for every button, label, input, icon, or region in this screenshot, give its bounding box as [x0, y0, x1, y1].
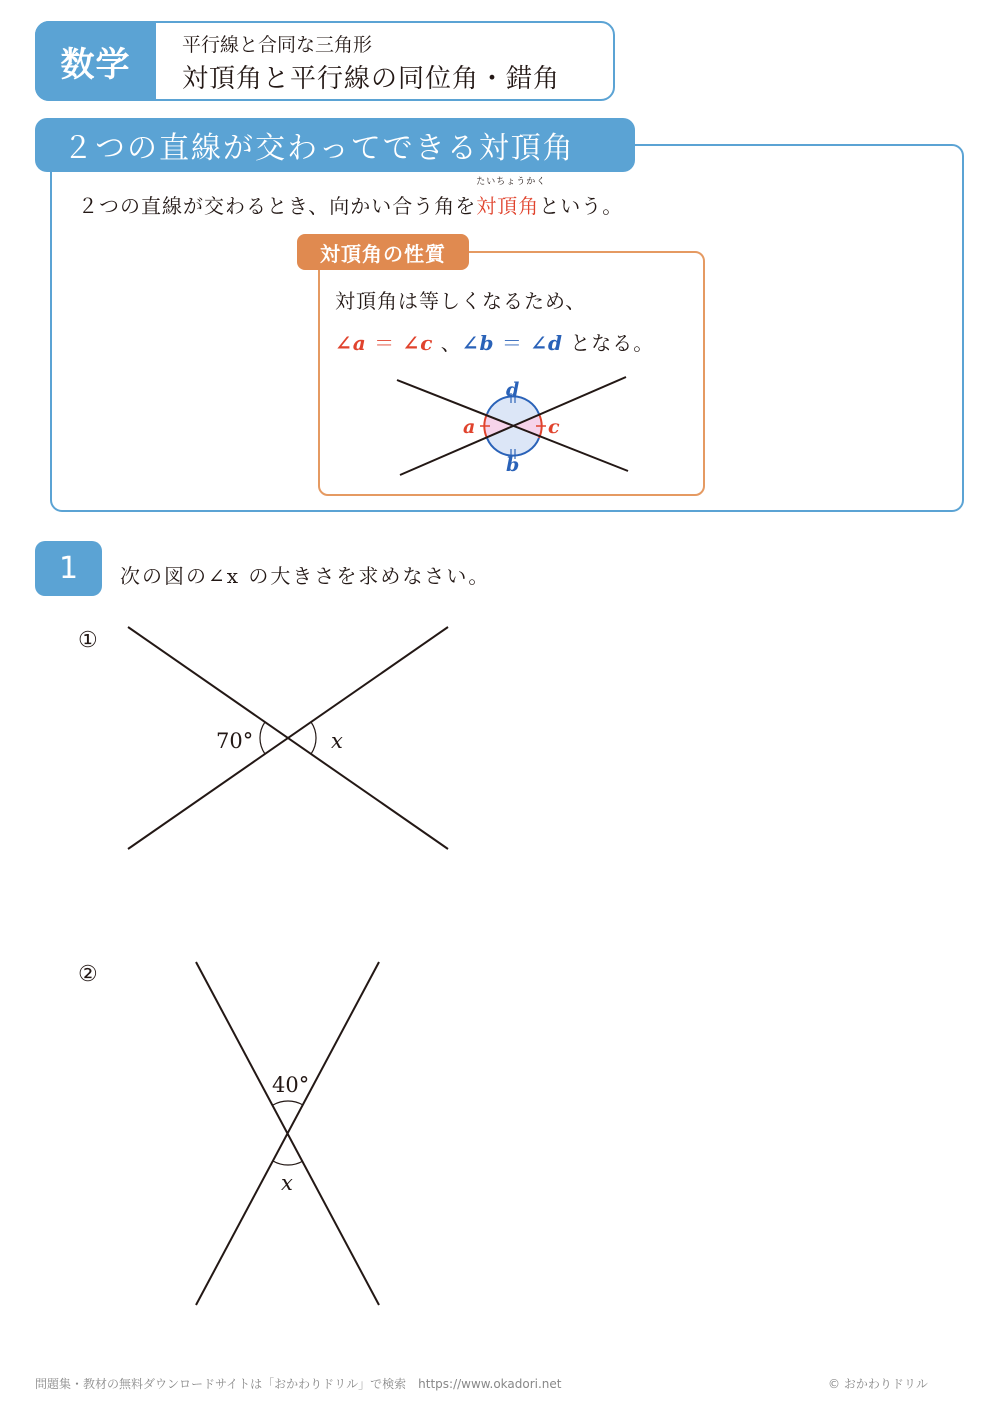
label-d: d	[506, 379, 520, 401]
term-ruby: たいちょうかく	[476, 177, 547, 187]
property-tag: 対頂角の性質	[297, 234, 469, 270]
property-line-2	[335, 327, 654, 356]
given-angle-40: 40°	[272, 1073, 310, 1097]
intro-after: という。	[539, 194, 624, 218]
unknown-x-1: x	[331, 729, 343, 753]
footer-copyright: © おかわりドリル	[828, 1377, 928, 1391]
equals-2: ＝	[494, 331, 531, 355]
angle-a: ∠a	[335, 331, 367, 355]
angle-c: ∠c	[402, 331, 434, 355]
page-title: 対頂角と平行線の同位角・錯角	[182, 64, 561, 94]
vertical-angle-diagram	[390, 365, 640, 485]
equals-1: ＝	[366, 331, 403, 355]
intro-before: ２つの直線が交わるとき、向かい合う角を	[78, 194, 477, 218]
problem-2-label: ②	[78, 962, 98, 987]
angle-b: ∠b	[461, 331, 495, 355]
problem-1-diagram	[120, 620, 460, 860]
term-text: 対頂角	[476, 194, 540, 218]
angle-d: ∠d	[530, 331, 563, 355]
given-angle-70: 70°	[216, 729, 254, 753]
footer-site-note: 問題集・教材の無料ダウンロードサイトは「おかわりドリル」で検索 https://www.okadori.net	[35, 1377, 562, 1391]
unit-title: 平行線と合同な三角形	[182, 34, 373, 56]
line2-end: となる。	[562, 331, 655, 355]
subject-badge: 数学	[35, 21, 156, 101]
question-text: 次の図の∠x の大きさを求めなさい。	[120, 564, 491, 588]
label-a: a	[463, 416, 476, 438]
property-line-1: 対頂角は等しくなるため、	[335, 289, 587, 313]
intro-text	[78, 177, 624, 219]
problem-2-diagram	[180, 955, 400, 1315]
label-c: c	[548, 416, 560, 438]
section-title: ２つの直線が交わってできる対頂角	[35, 118, 635, 172]
separator: 、	[433, 331, 462, 355]
term-vertical-angle	[476, 177, 547, 219]
question-number-badge: 1	[35, 541, 102, 596]
problem-1-label: ①	[78, 628, 98, 653]
unknown-x-2: x	[281, 1171, 293, 1195]
label-b: b	[506, 454, 520, 476]
